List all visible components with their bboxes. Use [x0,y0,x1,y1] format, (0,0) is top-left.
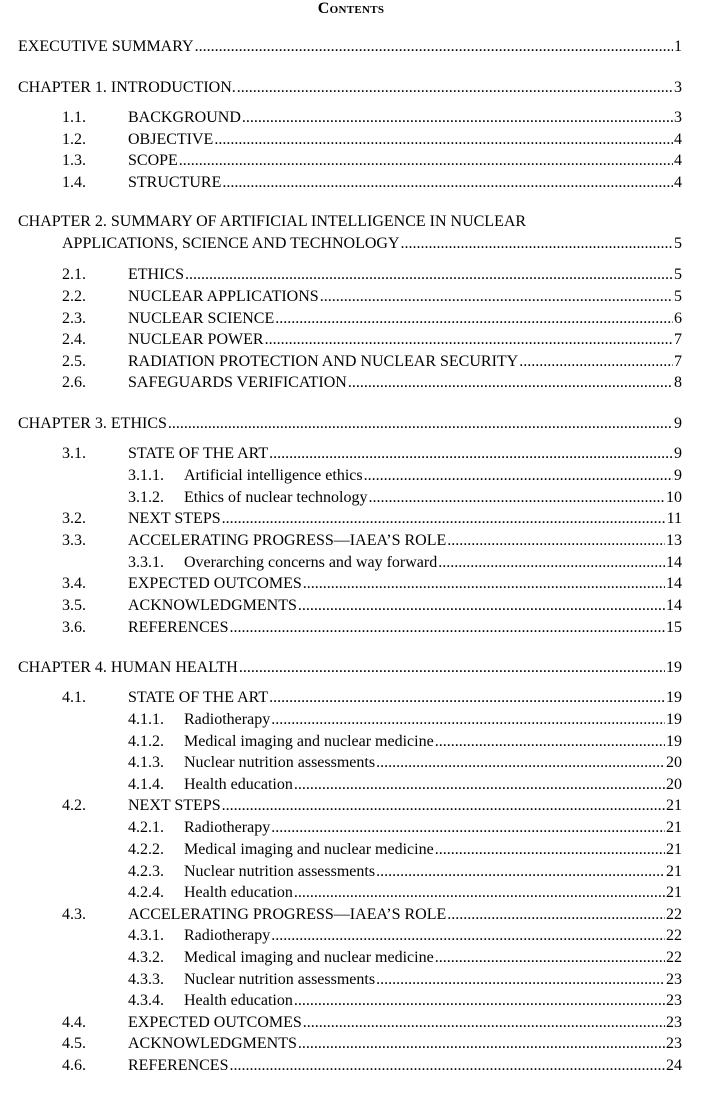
toc-leader-dots [298,596,665,616]
toc-entry-label: APPLICATIONS, SCIENCE AND TECHNOLOGY [62,235,400,252]
toc-entry-page: 20 [666,776,682,793]
toc-entry-page: 7 [674,331,682,348]
toc-entry-label: REFERENCES [128,619,229,636]
toc-entry-label: Nuclear nutrition assessments [184,971,376,988]
toc-entry-chapter-1[interactable] [18,78,682,100]
toc-leader-dots [438,553,665,573]
toc-entry-label: NUCLEAR APPLICATIONS [128,288,319,305]
toc-entry-label: EXECUTIVE SUMMARY [18,38,194,55]
toc-entry-number: 4.2.4. [128,884,164,901]
toc-entry-label: Medical imaging and nuclear medicine [184,733,434,750]
toc-entry-label: Ethics of nuclear technology [184,489,368,506]
toc-leader-dots [435,840,665,860]
toc-entry-label: CHAPTER 4. HUMAN HEALTH [18,659,238,676]
toc-entry-number: 3.1.2. [128,489,164,506]
toc-entry-section[interactable] [62,509,682,531]
toc-entry-number: 4.3.2. [128,949,164,966]
toc-leader-dots [519,352,673,372]
toc-entry-label: ACKNOWLEDGMENTS [128,1035,297,1052]
toc-entry-page: 23 [666,1014,682,1031]
toc-entry-label: ACKNOWLEDGMENTS [128,597,297,614]
toc-entry-section[interactable] [62,688,682,710]
toc-entry-page: 9 [674,467,682,484]
toc-entry-page: 24 [666,1057,682,1074]
toc-entry-number: 2.2. [62,288,86,305]
toc-entry-subsection[interactable] [128,840,682,862]
toc-entry-page: 19 [666,689,682,706]
toc-entry-label: Health education [184,992,293,1009]
toc-leader-dots [214,130,673,150]
toc-entry-section[interactable] [62,1013,682,1035]
toc-leader-dots [303,574,665,594]
toc-leader-dots [435,948,665,968]
toc-entry-label: REFERENCES [128,1057,229,1074]
toc-entry-page: 4 [674,174,682,191]
toc-entry-page: 9 [674,445,682,462]
toc-entry-subsection[interactable] [128,970,682,992]
toc-entry-section[interactable] [62,905,682,927]
toc-leader-dots [275,309,673,329]
toc-entry-number: 1.1. [62,109,86,126]
toc-entry-number: 4.3.1. [128,927,164,944]
toc-leader-dots [320,287,673,307]
toc-entry-page: 5 [674,288,682,305]
toc-entry-page: 14 [666,554,682,571]
toc-entry-page: 19 [666,659,682,676]
toc-entry-subsection[interactable] [128,553,682,575]
toc-entry-page: 5 [674,266,682,283]
toc-entry-page: 4 [674,152,682,169]
toc-entry-page: 3 [674,79,682,96]
toc-entry-label: STRUCTURE [128,174,222,191]
toc-entry-number: 3.4. [62,575,86,592]
toc-entry-page: 14 [666,597,682,614]
toc-entry-label: STATE OF THE ART [128,689,269,706]
toc-entry-section[interactable] [62,373,682,395]
toc-entry-subsection[interactable] [128,926,682,948]
toc-leader-dots [269,688,665,708]
toc-leader-dots [271,710,665,730]
toc-entry-page: 19 [666,733,682,750]
toc-entry-page: 9 [674,415,682,432]
toc-entry-label: Radiotherapy [184,819,271,836]
toc-entry-label: Nuclear nutrition assessments [184,754,376,771]
toc-leader-dots [271,818,665,838]
toc-leader-dots [294,775,665,795]
toc-entry-subsection[interactable] [128,862,682,884]
toc-entry-section[interactable] [62,444,682,466]
toc-leader-dots [376,970,665,990]
toc-entry-number: 2.6. [62,374,86,391]
toc-entry-label: SCOPE [128,152,178,169]
toc-entry-number: 4.3. [62,906,86,923]
toc-entry-subsection[interactable] [128,991,682,1013]
toc-entry-label: Radiotherapy [184,711,271,728]
toc-entry-page: 4 [674,131,682,148]
toc-entry-label: NUCLEAR POWER [128,331,264,348]
toc-entry-number: 3.3. [62,532,86,549]
toc-entry-number: 4.1.1. [128,711,164,728]
toc-leader-dots [376,862,665,882]
toc-entry-subsection[interactable] [128,753,682,775]
toc-entry-page: 22 [666,906,682,923]
page-title: Contents [317,0,385,17]
toc-entry-number: 4.6. [62,1057,86,1074]
toc-leader-dots [303,1013,665,1033]
toc-leader-dots [242,108,673,128]
toc-entry-chapter-2-line-1[interactable]: CHAPTER 2. SUMMARY OF ARTIFICIAL INTELLIGENCE IN NUCLEAR [18,213,527,230]
toc-entry-page: 1 [674,38,682,55]
toc-entry-subsection[interactable] [128,488,682,510]
toc-entry-number: 4.1.2. [128,733,164,750]
toc-entry-section[interactable] [62,130,682,152]
toc-leader-dots [222,796,665,816]
toc-entry-number: 4.2.1. [128,819,164,836]
toc-entry-label: CHAPTER 1. INTRODUCTION. [18,79,236,96]
toc-entry-label: Medical imaging and nuclear medicine [184,949,434,966]
toc-entry-page: 21 [666,884,682,901]
toc-entry-number: 4.1.3. [128,754,164,771]
toc-entry-page: 20 [666,754,682,771]
toc-leader-dots [435,732,665,752]
toc-entry-label: EXPECTED OUTCOMES [128,1014,302,1031]
toc-entry-page: 23 [666,1035,682,1052]
toc-entry-number: 4.5. [62,1035,86,1052]
toc-entry-number: 2.1. [62,266,86,283]
toc-entry-number: 3.6. [62,619,86,636]
toc-entry-section[interactable] [62,173,682,195]
toc-leader-dots [265,330,673,350]
toc-entry-section[interactable] [62,796,682,818]
toc-entry-number: 1.4. [62,174,86,191]
toc-leader-dots [168,414,673,434]
toc-leader-dots [195,37,673,57]
toc-entry-section[interactable] [62,108,682,130]
toc-entry-number: 4.3.4. [128,992,164,1009]
toc-entry-page: 21 [666,819,682,836]
toc-entry-label: BACKGROUND [128,109,241,126]
toc-entry-subsection[interactable] [128,775,682,797]
toc-entry-subsection[interactable] [128,948,682,970]
toc-entry-number: 4.2.2. [128,841,164,858]
toc-leader-dots [222,509,666,529]
toc-entry-section[interactable] [62,574,682,596]
toc-entry-number: 3.1. [62,445,86,462]
toc-entry-page: 23 [666,992,682,1009]
toc-entry-page: 10 [666,489,682,506]
toc-entry-section[interactable] [62,330,682,352]
toc-entry-number: 3.3.1. [128,554,164,571]
toc-entry-section[interactable] [62,151,682,173]
toc-entry-number: 4.3.3. [128,971,164,988]
toc-entry-page: 6 [674,310,682,327]
toc-entry-section[interactable] [62,1056,682,1078]
toc-entry-page: 5 [674,235,682,252]
toc-entry-label: NEXT STEPS [128,510,221,527]
toc-entry-page: 11 [666,510,682,527]
toc-entry-page: 22 [666,949,682,966]
toc-entry-subsection[interactable] [128,710,682,732]
toc-entry-chapter-2[interactable] [62,234,682,256]
toc-leader-dots [269,444,673,464]
toc-entry-label: Health education [184,776,293,793]
toc-entry-subsection[interactable] [128,883,682,905]
toc-leader-dots [222,173,673,193]
toc-entry-number: 1.3. [62,152,86,169]
toc-entry-subsection[interactable] [128,818,682,840]
toc-entry-page: 13 [666,532,682,549]
toc-entry-label: ACCELERATING PROGRESS—IAEA’S ROLE [128,532,447,549]
toc-entry-label: Health education [184,884,293,901]
toc-entry-page: 22 [666,927,682,944]
toc-entry-label: ACCELERATING PROGRESS—IAEA’S ROLE [128,906,447,923]
toc-leader-dots [298,1034,665,1054]
toc-entry-page: 21 [666,863,682,880]
toc-entry-page: 23 [666,971,682,988]
toc-entry-section[interactable] [62,352,682,374]
toc-entry-page: 19 [666,711,682,728]
toc-entry-chapter-4[interactable] [18,658,682,680]
toc-entry-number: 4.1.4. [128,776,164,793]
toc-leader-dots [229,618,665,638]
toc-entry-label: NEXT STEPS [128,797,221,814]
toc-entry-label: ETHICS [128,266,184,283]
toc-entry-subsection[interactable] [128,732,682,754]
toc-entry-number: 4.2. [62,797,86,814]
toc-entry-chapter-3[interactable] [18,414,682,436]
toc-leader-dots [229,1056,665,1076]
toc-leader-dots [376,753,665,773]
toc-entry-section[interactable] [62,618,682,640]
toc-leader-dots [348,373,673,393]
toc-entry-section[interactable] [62,265,682,287]
toc-entry-page: 15 [666,619,682,636]
toc-entry-number: 2.3. [62,310,86,327]
toc-entry-number: 1.2. [62,131,86,148]
toc-entry-page: 21 [666,841,682,858]
toc-entry-section[interactable] [62,531,682,553]
toc-entry-number: 2.4. [62,331,86,348]
toc-entry-number: 3.1.1. [128,467,164,484]
toc-leader-dots [447,905,665,925]
toc-entry-label: RADIATION PROTECTION AND NUCLEAR SECURITY [128,353,519,370]
toc-entry-subsection[interactable] [128,466,682,488]
toc-leader-dots [271,926,665,946]
toc-entry-label: EXPECTED OUTCOMES [128,575,302,592]
toc-entry-label: STATE OF THE ART [128,445,269,462]
toc-entry-label: OBJECTIVE [128,131,214,148]
toc-entry-label: Medical imaging and nuclear medicine [184,841,434,858]
toc-entry-page: 21 [666,797,682,814]
toc-entry-section[interactable] [62,287,682,309]
toc-entry-number: 3.5. [62,597,86,614]
toc-entry-label: Overarching concerns and way forward [184,554,438,571]
toc-entry-label: CHAPTER 3. ETHICS [18,415,167,432]
toc-entry-section[interactable] [62,1034,682,1056]
toc-entry-label: Artificial intelligence ethics [184,467,363,484]
toc-entry-label: SAFEGUARDS VERIFICATION [128,374,347,391]
toc-leader-dots [369,488,666,508]
toc-entry-label: Radiotherapy [184,927,271,944]
toc-entry-executive-summary[interactable] [18,37,682,59]
toc-leader-dots [237,78,673,98]
toc-leader-dots [294,991,665,1011]
toc-entry-page: 14 [666,575,682,592]
toc-leader-dots [364,466,673,486]
toc-leader-dots [401,234,674,254]
toc-leader-dots [179,151,673,171]
toc-entry-page: 3 [674,109,682,126]
toc-entry-page: 8 [674,374,682,391]
toc-leader-dots [239,658,665,678]
toc-entry-label: Nuclear nutrition assessments [184,863,376,880]
toc-entry-section[interactable] [62,309,682,331]
toc-entry-page: 7 [674,353,682,370]
toc-leader-dots [185,265,673,285]
toc-entry-label: NUCLEAR SCIENCE [128,310,275,327]
toc-leader-dots [447,531,665,551]
toc-entry-number: 2.5. [62,353,86,370]
toc-leader-dots [294,883,665,903]
toc-entry-number: 4.2.3. [128,863,164,880]
toc-entry-number: 4.4. [62,1014,86,1031]
toc-entry-number: 3.2. [62,510,86,527]
toc-entry-section[interactable] [62,596,682,618]
toc-entry-number: 4.1. [62,689,86,706]
